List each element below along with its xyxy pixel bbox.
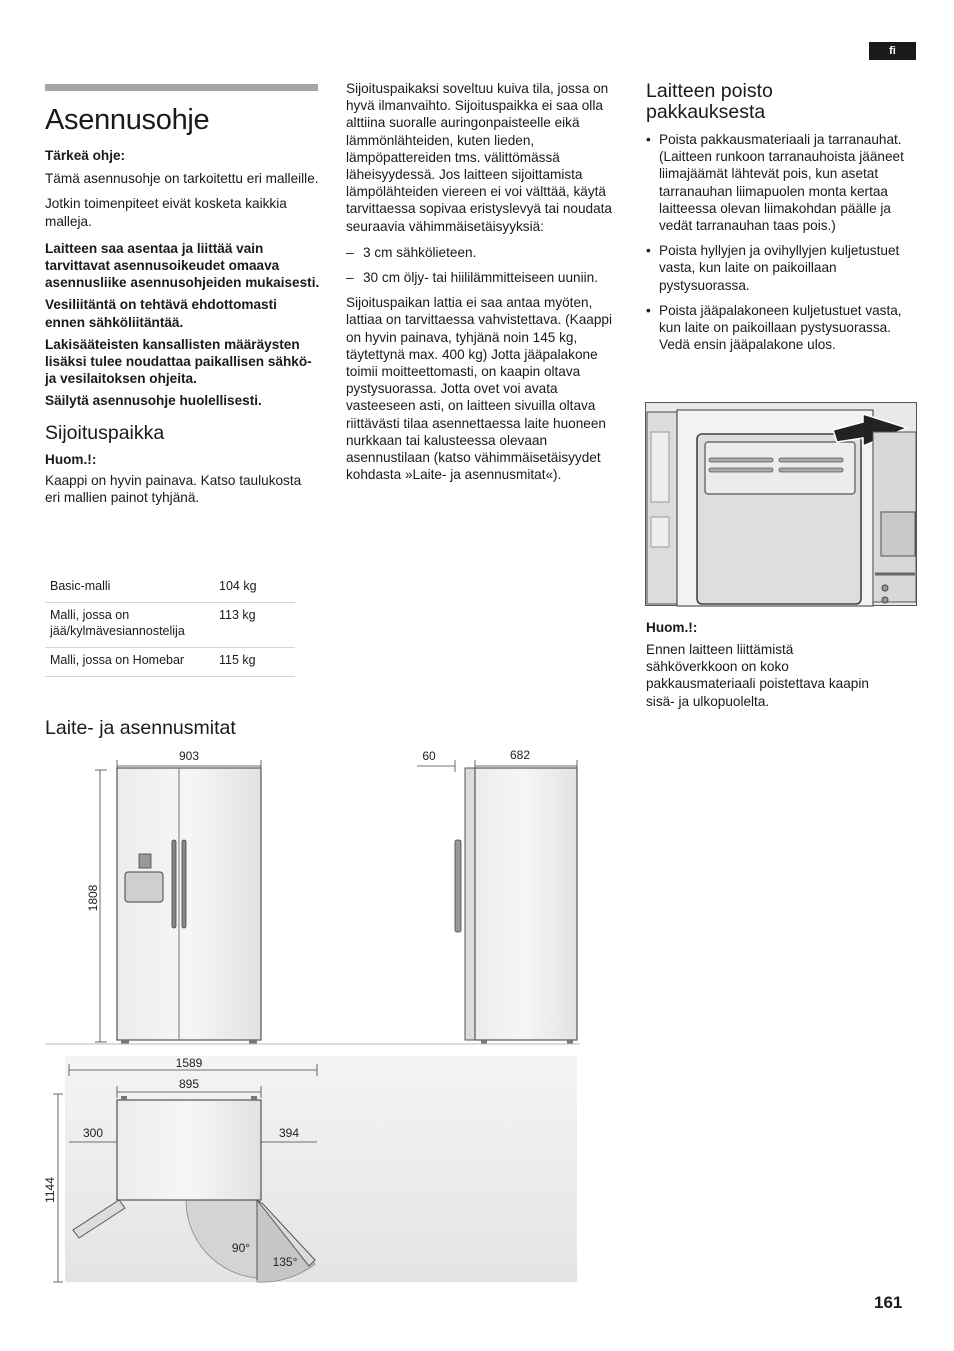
icemaker-illustration (645, 402, 917, 606)
paragraph: Sijoituspaikan lattia ei saa antaa myöten, lattiaa on tarvittaessa vahvistettava. (Kaappi on hyvin painava, tyhjänä noin 145 kg, täytettynä max. 400 kg) Jotta jääpalakone toimii moitteettomasti, on kaapin oltava pystysuorassa. Jotta ovet voi avata vasteeseen asti, on laitteen sivuilla oltava riittävästi tilaa asennettaessa laite huoneen nurkkaan tai kalusteessa olevaan asennustilaan (katso vähimmäisetäisyydet kohdasta »Laite- ja asennusmitat«). (346, 295, 612, 483)
note-text: Kaappi on hyvin painava. Katso taulukosta eri mallien painot tyhjänä. (45, 472, 302, 506)
bold-paragraph: Säilytä asennusohje huolellisesti. (45, 393, 262, 409)
fridge-plan (117, 1100, 261, 1200)
angle-90-label: 90° (231, 1241, 251, 1255)
bullet-item: • Poista pakkausmateriaali ja tarranauhat. (Laitteen runkoon tarranauhoista jääneet liimajäämät lähtevät pois, kun asetat tarranauhan liimapuolen monta kertaa laitteessa olevan liimakohdan päälle ja vedät tarranauhan taas pois.) (646, 131, 916, 234)
model-cell: Basic-malli (45, 574, 215, 603)
note-label: Huom.!: (646, 620, 698, 635)
important-label: Tärkeä ohje: (45, 148, 126, 163)
angle-135-label: 135° (272, 1255, 298, 1269)
dim-left-clearance-label: 300 (82, 1126, 104, 1140)
weight-cell: 104 kg (215, 574, 295, 603)
dim-depth-label: 682 (509, 748, 531, 762)
table-row (45, 648, 295, 677)
dash-item: – 30 cm öljy- tai hiililämmitteiseen uuniin. (346, 269, 622, 286)
bullet-item: • Poista jääpalakoneen kuljetustuet vasta, kun laite on paikoillaan pystysuorassa. Vedä ensin jääpalakone ulos. (646, 302, 916, 354)
paragraph: Tämä asennusohje on tarkoitettu eri malleille. (45, 171, 319, 187)
dim-right-clearance-label: 394 (278, 1126, 300, 1140)
fridge-front (117, 768, 261, 1040)
dim-plan-depth-label: 1144 (43, 1177, 57, 1203)
model-cell: Malli, jossa on jää/kylmävesiannostelija (45, 603, 215, 648)
dispenser (125, 872, 163, 902)
bold-paragraph: Vesiliitäntä on tehtävä ehdottomasti ennen sähköliitäntää. (45, 297, 277, 330)
note-text: Ennen laitteen liittämistä sähköverkkoon on koko pakkausmateriaali poistettava kaapin sisä- ja ulkopuolelta. (646, 642, 869, 709)
page-title: Asennusohje (45, 104, 210, 136)
dim-height-label: 1808 (86, 884, 100, 912)
column-2 (346, 80, 622, 491)
title-rule (45, 84, 318, 91)
paragraph: Jotkin toimenpiteet eivät kosketa kaikkia malleja. (45, 196, 287, 229)
dash-item: – 3 cm sähkölieteen. (346, 244, 622, 261)
dim-gap-label: 60 (422, 749, 436, 763)
dim-plan-width-label: 895 (178, 1077, 200, 1091)
weight-table (45, 574, 295, 677)
table-row (45, 603, 295, 648)
column-3 (646, 131, 916, 361)
bold-paragraph: Lakisääteisten kansallisten määräysten lisäksi tulee noudattaa paikallisen sähkö- ja vesilaitoksen ohjeita. (45, 336, 312, 387)
language-tab: fi (869, 42, 916, 60)
column-1 (45, 147, 320, 514)
table-row (45, 574, 295, 603)
model-cell: Malli, jossa on Homebar (45, 648, 215, 677)
note-label: Huom.!: (45, 451, 97, 467)
weight-cell: 113 kg (215, 603, 295, 648)
dim-width-label: 903 (178, 749, 200, 763)
page-number: 161 (874, 1293, 903, 1312)
fridge-side (475, 768, 577, 1040)
bold-paragraph: Laitteen saa asentaa ja liittää vain tarvittavat asennusoikeudet omaava asennusliike asennusohjeiden mukaisesti. (45, 240, 320, 291)
dimension-drawing (45, 744, 590, 1284)
paragraph: Sijoituspaikaksi soveltuu kuiva tila, jossa on hyvä ilmanvaihto. Sijoituspaikka ei saa olla alttiina suoralle auringonpaisteelle eikä lämmönlähteiden, kuten lieden, lämpöpattereiden tms. välittömässä läheisyydessä. Jos laitteen sijoittamista lämpölähteiden viereen ei voi välttää, käytä tarvittaessa sopivaa eristyslevyä tai noudata seuraavia vähimmäisetäisyyksiä: (346, 81, 612, 234)
section-title-sijoituspaikka: Sijoituspaikka (45, 421, 165, 444)
dim-total-width-label: 1589 (175, 1056, 203, 1070)
weight-cell: 115 kg (215, 648, 295, 677)
section-title-mitat: Laite- ja asennusmitat (45, 717, 236, 739)
section-title-poisto: Laitteen poisto pakkauksesta (646, 80, 773, 123)
bullet-item: • Poista hyllyjen ja ovihyllyjen kuljetustuet vasta, kun laite on paikoillaan pystysuorassa. (646, 242, 916, 294)
